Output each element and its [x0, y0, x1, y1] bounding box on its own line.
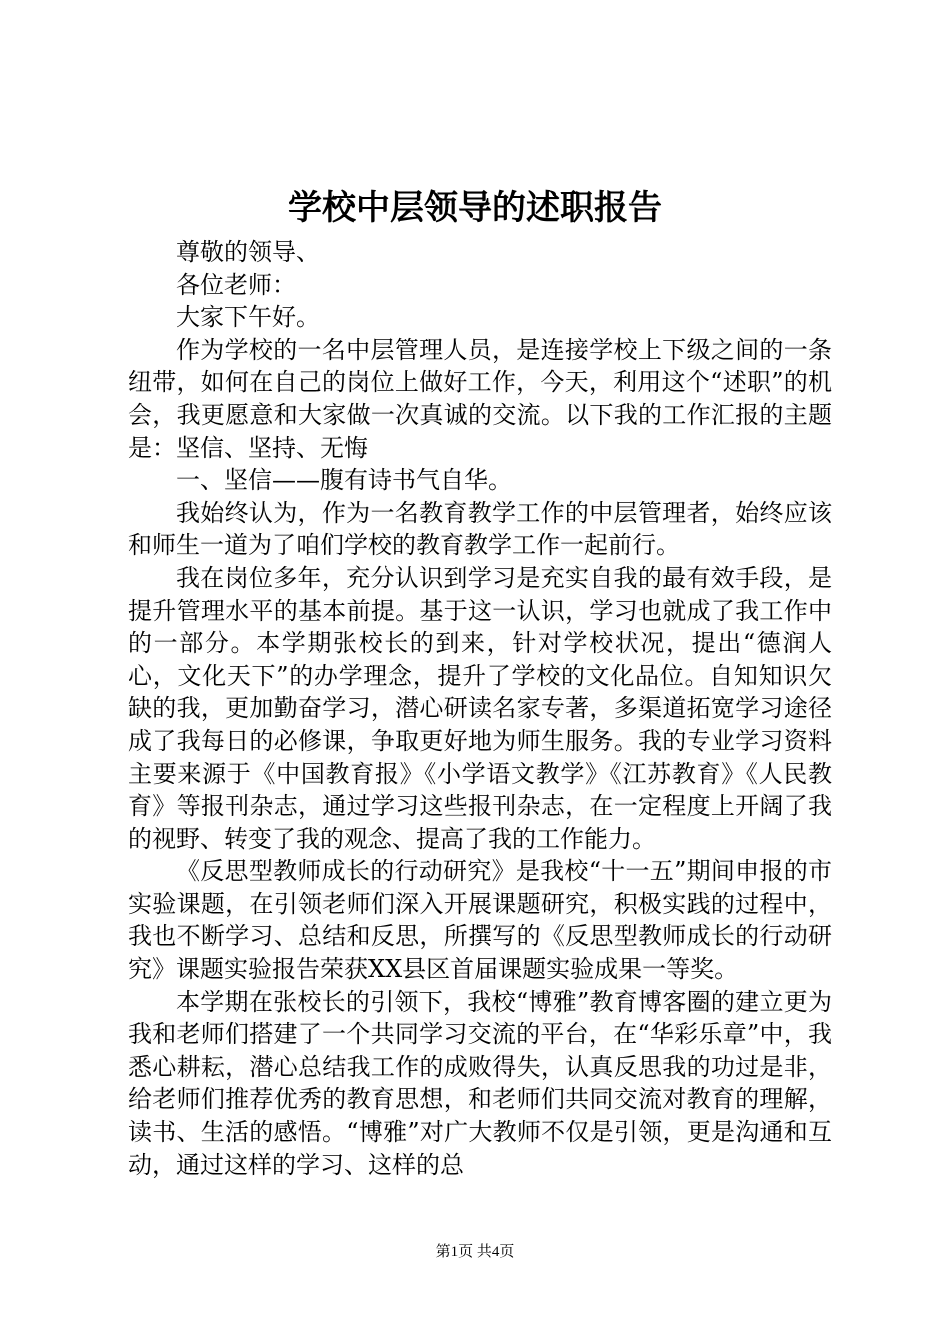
body-paragraph: 我在岗位多年，充分认识到学习是充实自我的最有效手段，是提升管理水平的基本前提。基于这一认识，学习也就成了我工作中的一部分。本学期张校长的到来，针对学校状况，提出“德润人心，文化天下”的办学理念，提升了学校的文化品位。自知知识欠缺的我，更加勤奋学习，潜心研读名家专著，多渠道拓宽学习途径成了我每日的必修课，争取更好地为师生服务。我的专业学习资料主要来源于《中国教育报》《小学语文教学》《江苏教育》《人民教育》等报刊杂志，通过学习这些报刊杂志，在一定程度上开阔了我的视野、转变了我的观念、提高了我的工作能力。 [128, 563, 832, 853]
salutation-line-2: 各位老师： [176, 270, 296, 299]
salutation-line-1: 尊敬的领导、 [176, 238, 320, 266]
document-title: 学校中层领导的述职报告 [288, 188, 662, 228]
document-body [128, 236, 832, 1181]
intro-paragraph: 作为学校的一名中层管理人员，是连接学校上下级之间的一条纽带，如何在自己的岗位上做好工作，今天，利用这个“述职”的机会，我更愿意和大家做一次真诚的交流。以下我的工作汇报的主题是：坚信、坚持、无悔 [128, 335, 832, 462]
greeting-line: 大家下午好。 [176, 303, 320, 332]
body-paragraph: 我始终认为，作为一名教育教学工作的中层管理者，始终应该和师生一道为了咱们学校的教育教学工作一起前行。 [128, 498, 832, 560]
body-paragraph: 《反思型教师成长的行动研究》是我校“十一五”期间申报的市实验课题，在引领老师们深入开展课题研究，积极实践的过程中，我也不断学习、总结和反思，所撰写的《反思型教师成长的行动研究》课题实验报告荣获XX县区首届课题实验成果一等奖。 [128, 857, 832, 984]
page-footer: 第1页 共4页 [435, 1244, 515, 1260]
section-heading-1: 一、坚信——腹有诗书气自华。 [176, 466, 512, 495]
body-paragraph: 本学期在张校长的引领下，我校“博雅”教育博客圈的建立更为我和老师们搭建了一个共同学习交流的平台，在“华彩乐章”中，我悉心耕耘，潜心总结我工作的成败得失，认真反思我的功过是非，给老师们推荐优秀的教育思想，和老师们共同交流对教育的理解，读书、生活的感悟。“博雅”对广大教师不仅是引领，更是沟通和互动，通过这样的学习、这样的总 [128, 987, 832, 1179]
